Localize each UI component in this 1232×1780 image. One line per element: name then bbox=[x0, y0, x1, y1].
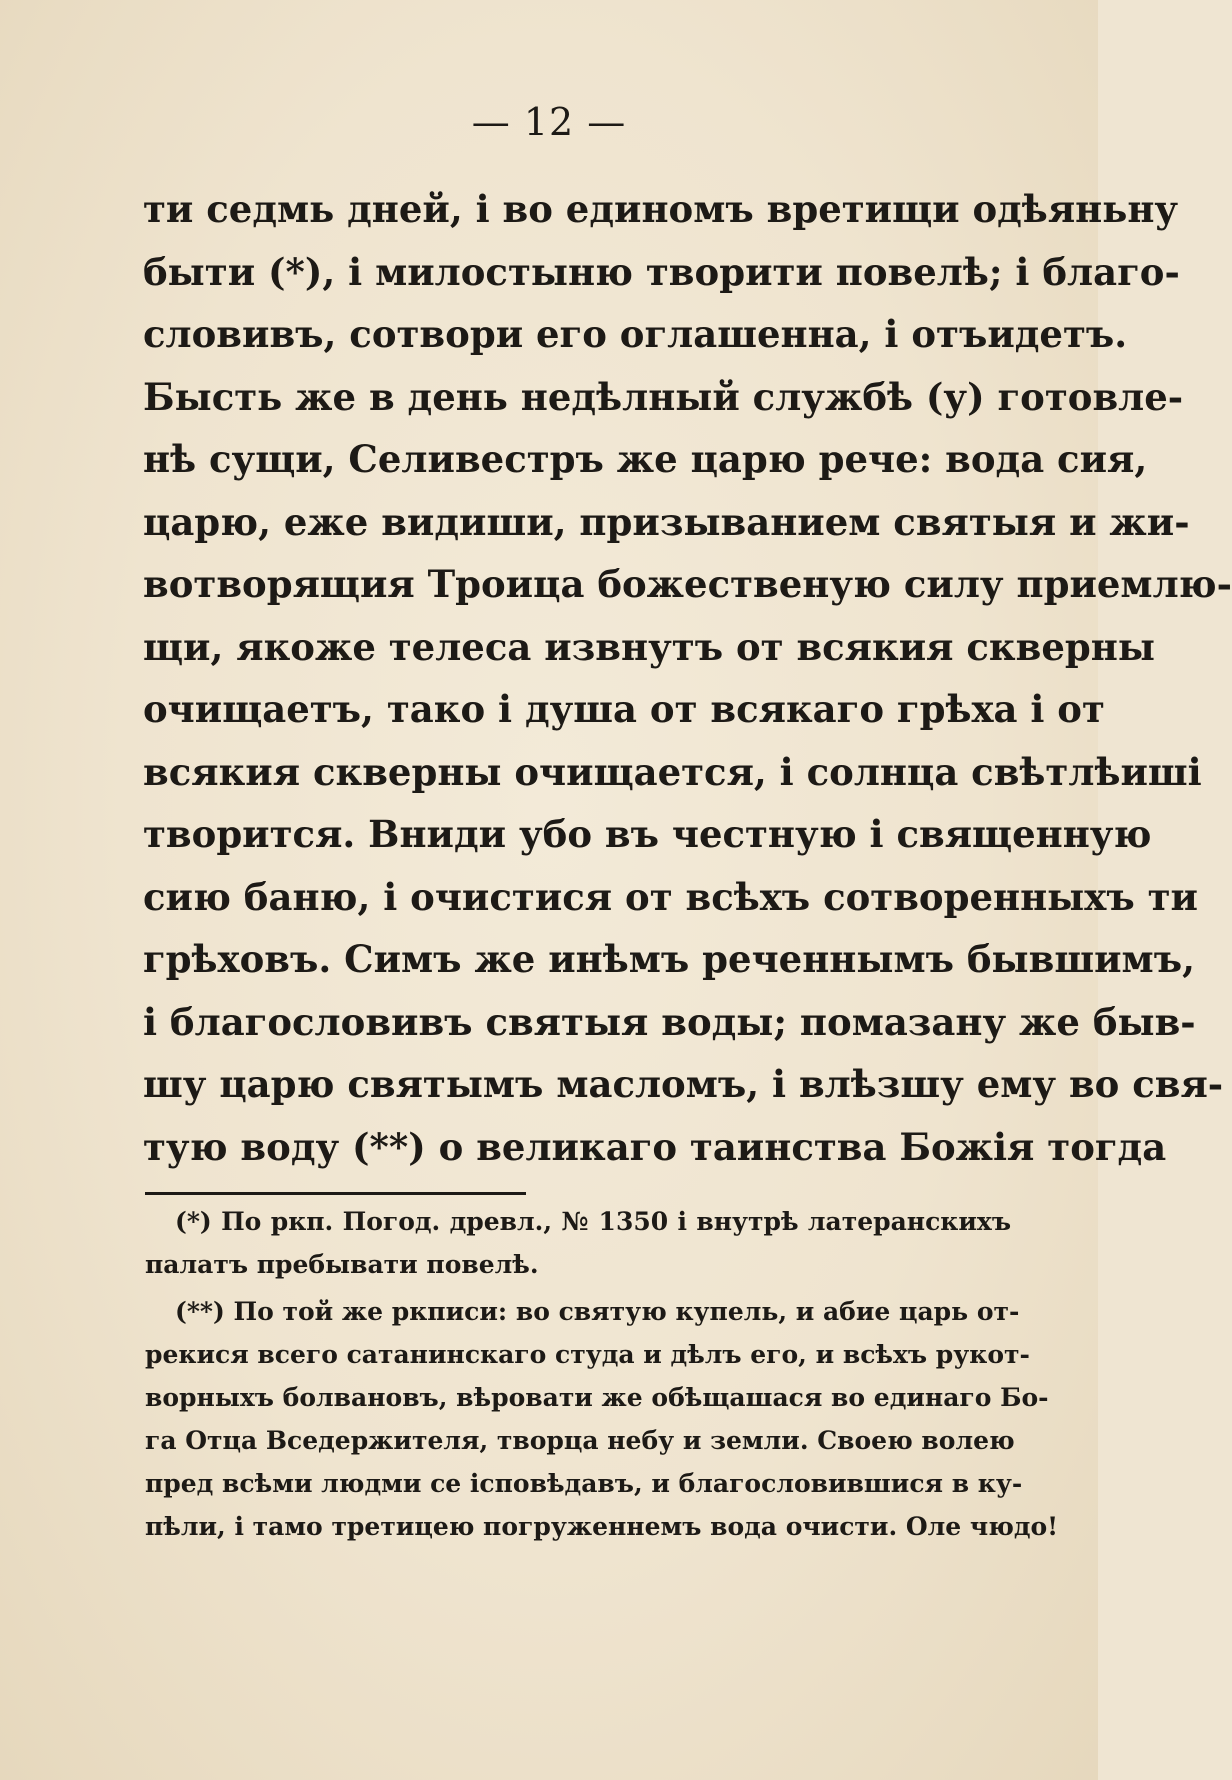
text-line: всякия скверны очищается, і солнца свѣтлѣиші bbox=[143, 749, 1202, 794]
text-line: очищаетъ, тако і душа от всякаго грѣха і от bbox=[143, 687, 1105, 731]
text-line: і благословивъ святыя воды; помазану же быв- bbox=[143, 999, 1196, 1044]
footnote-2-line: рекися всего сатанинскаго студа и дѣлъ его, и всѣхъ рукот- bbox=[145, 1340, 1030, 1369]
main-text bbox=[143, 178, 1232, 1178]
text-line: ти седмь дней, і во единомъ вретищи одѣяньну bbox=[143, 187, 1179, 231]
footnote-2-line: пред всѣми людми се ісповѣдавъ, и благословившися в ку- bbox=[145, 1469, 1023, 1498]
text-line: щи, якоже телеса извнутъ от всякия скверны bbox=[143, 624, 1155, 669]
text-line: царю, еже видиши, призыванием святыя и жи- bbox=[143, 499, 1190, 544]
footnotes bbox=[145, 1200, 1059, 1548]
footnote-1-line: палатъ пребывати повелѣ. bbox=[145, 1250, 539, 1279]
text-line: шу царю святымъ масломъ, і влѣзшу ему во свя- bbox=[143, 1062, 1224, 1106]
text-line: нѣ сущи, Селивестръ же царю рече: вода сия, bbox=[143, 437, 1148, 481]
footnote-2-line: пѣли, і тамо третицею погруженнемъ вода очисти. Оле чюдо! bbox=[145, 1512, 1059, 1541]
footnote-2-line: (**) По той же ркписи: во святую купель, и абие царь от- bbox=[175, 1297, 1020, 1326]
footnote-2-line: ворныхъ болвановъ, вѣровати же обѣщашася во единаго Бо- bbox=[145, 1383, 1049, 1412]
text-line: творится. Вниди убо въ честную і священную bbox=[143, 812, 1152, 856]
text-line: словивъ, сотвори его оглашенна, і отъидетъ. bbox=[143, 312, 1128, 356]
page-number: — 12 — bbox=[471, 100, 627, 144]
footnote-1-line: (*) По ркп. Погод. древл., № 1350 і внутрѣ латеранскихъ bbox=[175, 1207, 1011, 1236]
text-line: тую воду (**) о великаго таинства Божія тогда bbox=[143, 1124, 1167, 1169]
text-line: грѣховъ. Симъ же инѣмъ реченнымъ бывшимъ, bbox=[143, 937, 1195, 981]
footnote-divider bbox=[145, 1192, 526, 1195]
text-line: вотворящия Троица божественую силу приемлю- bbox=[143, 562, 1232, 606]
text-line: сию баню, і очистися от всѣхъ сотворенныхъ ти bbox=[143, 874, 1198, 919]
text-line: быти (*), і милостыню творити повелѣ; і благо- bbox=[143, 249, 1180, 294]
footnote-2-line: га Отца Вседержителя, творца небу и земли. Своею волею bbox=[145, 1426, 1015, 1455]
text-line: Бысть же в день недѣлный службѣ (у) готовле- bbox=[143, 374, 1184, 419]
